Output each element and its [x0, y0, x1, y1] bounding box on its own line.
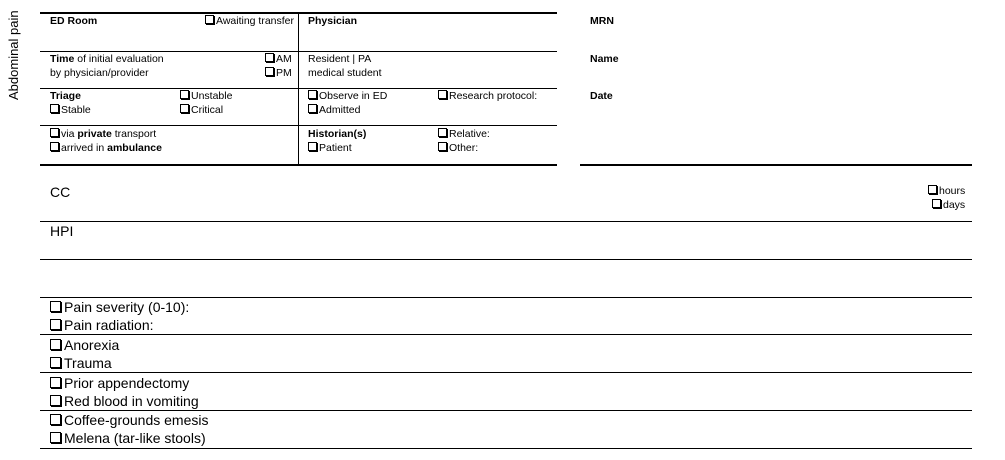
critical-checkbox[interactable] — [180, 103, 223, 117]
ambulance-text: ambulance — [107, 142, 162, 154]
trauma-checkbox[interactable] — [50, 354, 112, 372]
admitted-checkbox[interactable] — [308, 103, 360, 117]
checkbox-icon — [205, 15, 214, 24]
stable-label: Stable — [61, 104, 91, 116]
private-transport-checkbox[interactable] — [50, 127, 156, 141]
mrn-label: MRN — [590, 15, 614, 27]
pain-radiation-label: Pain radiation: — [64, 317, 154, 333]
checkbox-icon — [50, 395, 61, 406]
melena-label: Melena (tar-like stools) — [64, 430, 206, 446]
header-bottom-border — [40, 164, 557, 166]
anorexia-label: Anorexia — [64, 337, 120, 353]
research-protocol-label: Research protocol: — [449, 90, 538, 102]
coffee-grounds-emesis-label: Coffee-grounds emesis — [64, 412, 209, 428]
checkbox-icon — [50, 319, 61, 330]
checkbox-icon — [928, 185, 937, 194]
checkbox-icon — [932, 199, 941, 208]
time-rest-text: of initial evaluation — [77, 53, 164, 65]
red-blood-vomiting-label: Red blood in vomiting — [64, 393, 199, 409]
checklist-bottom-line — [40, 448, 972, 449]
time-evaluation-label — [50, 52, 164, 66]
time-bold-text: Time — [50, 53, 75, 65]
admitted-label: Admitted — [319, 104, 361, 116]
ambulance-checkbox[interactable] — [50, 141, 162, 155]
am-checkbox[interactable] — [265, 52, 292, 66]
melena-checkbox[interactable] — [50, 429, 206, 447]
date-label: Date — [590, 90, 613, 102]
pain-severity-label: Pain severity (0-10): — [64, 299, 190, 315]
anorexia-checkbox[interactable] — [50, 336, 119, 354]
relative-label: Relative: — [449, 128, 490, 140]
via-text: via — [61, 128, 75, 140]
pain-severity-checkbox[interactable] — [50, 298, 189, 316]
prior-appendectomy-label: Prior appendectomy — [64, 375, 190, 391]
triage-label: Triage — [50, 90, 81, 102]
checkbox-icon — [50, 432, 61, 443]
checkbox-icon — [265, 53, 274, 62]
days-checkbox[interactable] — [932, 198, 965, 212]
unstable-label: Unstable — [191, 90, 233, 102]
checkbox-icon — [50, 104, 59, 113]
pm-label: PM — [276, 67, 292, 79]
form-title: Abdominal pain — [6, 10, 21, 100]
checkbox-icon — [50, 301, 61, 312]
checkbox-icon — [308, 104, 317, 113]
historians-label: Historian(s) — [308, 128, 367, 140]
ed-room-label: ED Room — [50, 15, 98, 27]
resident-pa-label: Resident | PA — [308, 53, 372, 65]
other-checkbox[interactable] — [438, 141, 478, 155]
checklist-divider-2 — [40, 372, 972, 373]
checkbox-icon — [308, 90, 317, 99]
checkbox-icon — [308, 142, 317, 151]
relative-checkbox[interactable] — [438, 127, 490, 141]
pm-checkbox[interactable] — [265, 66, 292, 80]
critical-label: Critical — [191, 104, 224, 116]
medical-student-label: medical student — [308, 67, 382, 79]
checkbox-icon — [50, 357, 61, 368]
physician-label: Physician — [308, 15, 358, 27]
observe-in-ed-label: Observe in ED — [319, 90, 388, 102]
checkbox-icon — [50, 339, 61, 350]
checkbox-icon — [438, 142, 447, 151]
hours-checkbox[interactable] — [928, 184, 965, 198]
checkbox-icon — [50, 142, 59, 151]
hpi-line-1 — [40, 259, 972, 260]
hpi-label: HPI — [50, 223, 74, 239]
checkbox-icon — [50, 128, 59, 137]
time-evaluation-line2: by physician/provider — [50, 67, 149, 79]
cc-bottom-line — [40, 221, 972, 222]
checklist-divider-1 — [40, 334, 972, 335]
coffee-grounds-emesis-checkbox[interactable] — [50, 411, 208, 429]
header-row-divider-3 — [40, 125, 557, 126]
checkbox-icon — [265, 67, 274, 76]
patient-checkbox[interactable] — [308, 141, 352, 155]
checkbox-icon — [50, 377, 61, 388]
stable-checkbox[interactable] — [50, 103, 91, 117]
hours-label: hours — [939, 185, 966, 197]
checkbox-icon — [438, 128, 447, 137]
trauma-label: Trauma — [64, 355, 112, 371]
arrived-in-text: arrived in — [61, 142, 105, 154]
checkbox-icon — [180, 90, 189, 99]
name-label: Name — [590, 53, 619, 65]
patient-block-bottom-border — [580, 164, 972, 166]
unstable-checkbox[interactable] — [180, 89, 232, 103]
am-label: AM — [276, 53, 292, 65]
awaiting-transfer-label: Awaiting transfer — [216, 15, 295, 27]
red-blood-vomiting-checkbox[interactable] — [50, 392, 199, 410]
awaiting-transfer-checkbox[interactable] — [205, 14, 294, 28]
cc-label: CC — [50, 184, 71, 200]
research-protocol-checkbox[interactable] — [438, 89, 537, 103]
days-label: days — [943, 199, 966, 211]
observe-in-ed-checkbox[interactable] — [308, 89, 387, 103]
transport-text: transport — [114, 128, 157, 140]
checkbox-icon — [50, 414, 61, 425]
patient-label: Patient — [319, 142, 352, 154]
checkbox-icon — [438, 90, 447, 99]
checkbox-icon — [180, 104, 189, 113]
prior-appendectomy-checkbox[interactable] — [50, 374, 189, 392]
other-label: Other: — [449, 142, 479, 154]
private-text: private — [77, 128, 112, 140]
pain-radiation-checkbox[interactable] — [50, 316, 154, 334]
